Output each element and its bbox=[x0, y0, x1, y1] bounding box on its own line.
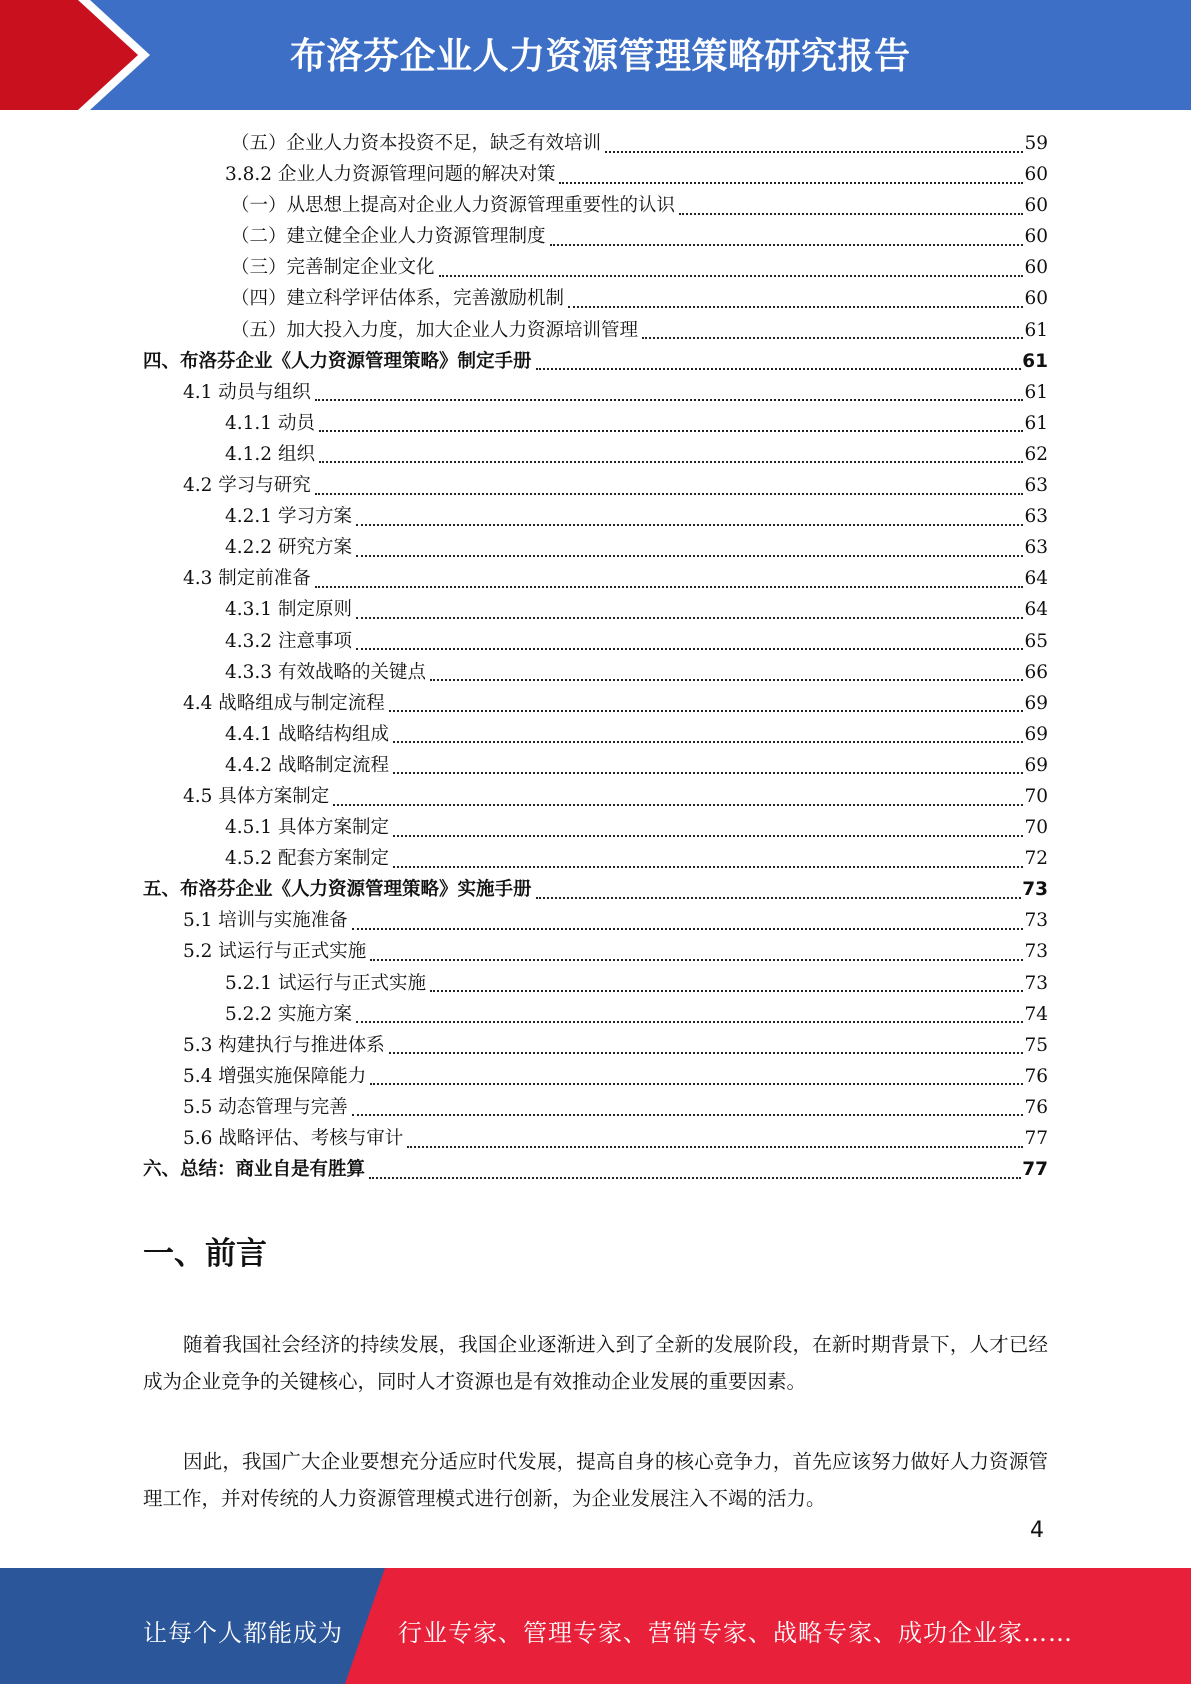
toc-entry-page: 77 bbox=[1024, 1128, 1048, 1149]
toc-entry-title: （二）建立健全企业人力资源管理制度 bbox=[231, 226, 546, 248]
toc-entry-title: 4.4 战略组成与制定流程 bbox=[183, 692, 385, 714]
toc-entry[interactable] bbox=[143, 408, 1048, 439]
toc-entry-page: 76 bbox=[1024, 1065, 1048, 1087]
toc-entry[interactable] bbox=[143, 626, 1048, 657]
toc-entry[interactable] bbox=[143, 688, 1048, 719]
toc-entry-title: 5.2.1 试运行与正式实施 bbox=[225, 972, 426, 994]
toc-entry-title: 4.3.3 有效战略的关键点 bbox=[225, 661, 426, 683]
toc-entry[interactable] bbox=[143, 128, 1048, 159]
toc-dot-leader bbox=[393, 866, 1023, 868]
toc-entry-page: 59 bbox=[1024, 133, 1048, 154]
toc-dot-leader bbox=[568, 306, 1023, 308]
toc-entry-page: 61 bbox=[1022, 350, 1048, 372]
toc-entry[interactable] bbox=[143, 159, 1048, 190]
toc-entry[interactable] bbox=[143, 1154, 1048, 1185]
toc-entry-page: 69 bbox=[1024, 754, 1048, 776]
toc-entry-page: 60 bbox=[1024, 257, 1048, 279]
toc-dot-leader bbox=[536, 368, 1022, 370]
toc-dot-leader bbox=[679, 213, 1023, 215]
page-header bbox=[0, 0, 1191, 110]
toc-entry-title: 六、总结：商业自是有胜算 bbox=[143, 1159, 366, 1181]
toc-entry-title: 5.1 培训与实施准备 bbox=[183, 910, 348, 932]
toc-dot-leader bbox=[393, 772, 1023, 774]
toc-entry-title: 4.2.1 学习方案 bbox=[225, 506, 352, 528]
toc-dot-leader bbox=[315, 399, 1024, 401]
page-footer bbox=[0, 1568, 1191, 1684]
toc-dot-leader bbox=[315, 586, 1024, 588]
toc-entry-title: 5.6 战略评估、考核与审计 bbox=[183, 1128, 404, 1149]
toc-entry-page: 69 bbox=[1024, 723, 1048, 745]
toc-dot-leader bbox=[605, 151, 1023, 153]
toc-dot-leader bbox=[333, 804, 1023, 806]
toc-entry-page: 60 bbox=[1024, 195, 1048, 217]
toc-entry[interactable] bbox=[143, 781, 1048, 812]
toc-entry[interactable] bbox=[143, 283, 1048, 314]
toc-entry-page: 73 bbox=[1024, 941, 1048, 963]
toc-entry-page: 60 bbox=[1024, 164, 1048, 186]
toc-entry[interactable] bbox=[143, 190, 1048, 221]
toc-entry-title: 4.3.2 注意事项 bbox=[225, 630, 352, 652]
toc-entry-title: 4.1.1 动员 bbox=[225, 412, 315, 434]
toc-entry-title: 4.1 动员与组织 bbox=[183, 381, 311, 403]
toc-entry-title: 4.2.2 研究方案 bbox=[225, 537, 352, 559]
paragraph: 随着我国社会经济的持续发展，我国企业逐渐进入到了全新的发展阶段，在新时期背景下，人才已经成为企业竞争的关键核心，同时人才资源也是有效推动企业发展的重要因素。 bbox=[143, 1333, 1048, 1393]
toc-entry-title: 4.1.2 组织 bbox=[225, 443, 315, 465]
toc-dot-leader bbox=[389, 1052, 1024, 1054]
toc-dot-leader bbox=[559, 182, 1023, 184]
toc-entry-title: （五）企业人力资本投资不足，缺乏有效培训 bbox=[231, 133, 602, 154]
toc-entry-page: 60 bbox=[1024, 226, 1048, 248]
toc-entry-page: 70 bbox=[1024, 785, 1048, 807]
toc-entry-page: 77 bbox=[1022, 1159, 1048, 1181]
toc-entry-title: 3.8.2 企业人力资源管理问题的解决对策 bbox=[225, 164, 556, 186]
toc-entry[interactable] bbox=[143, 968, 1048, 999]
toc-entry-page: 60 bbox=[1024, 288, 1048, 310]
toc-entry-page: 64 bbox=[1024, 568, 1048, 590]
toc-entry-title: 5.2.2 实施方案 bbox=[225, 1003, 352, 1025]
toc-dot-leader bbox=[389, 710, 1024, 712]
toc-entry-title: （五）加大投入力度，加大企业人力资源培训管理 bbox=[231, 319, 639, 341]
toc-entry[interactable] bbox=[143, 221, 1048, 252]
toc-dot-leader bbox=[356, 555, 1024, 557]
toc-entry[interactable] bbox=[143, 346, 1048, 377]
toc-entry-page: 63 bbox=[1024, 475, 1048, 497]
paragraph: 因此，我国广大企业要想充分适应时代发展，提高自身的核心竞争力，首先应该努力做好人力资源管理工作，并对传统的人力资源管理模式进行创新，为企业发展注入不竭的活力。 bbox=[143, 1450, 1048, 1510]
toc-entry-page: 66 bbox=[1024, 661, 1048, 683]
toc-dot-leader bbox=[356, 524, 1024, 526]
toc-dot-leader bbox=[393, 835, 1023, 837]
toc-entry-page: 64 bbox=[1024, 599, 1048, 621]
toc-entry-title: （三）完善制定企业文化 bbox=[231, 257, 435, 279]
toc-entry-title: 4.5.2 配套方案制定 bbox=[225, 848, 389, 870]
toc-dot-leader bbox=[319, 461, 1024, 463]
toc-entry[interactable] bbox=[143, 750, 1048, 781]
toc-dot-leader bbox=[642, 337, 1023, 339]
toc-entry-page: 74 bbox=[1024, 1003, 1048, 1025]
toc-dot-leader bbox=[315, 493, 1024, 495]
toc-entry[interactable] bbox=[143, 439, 1048, 470]
toc-entry-title: 4.4.2 战略制定流程 bbox=[225, 754, 389, 776]
toc-entry[interactable] bbox=[143, 657, 1048, 688]
toc-entry[interactable] bbox=[143, 719, 1048, 750]
toc-entry[interactable] bbox=[143, 936, 1048, 967]
toc-entry-page: 73 bbox=[1024, 972, 1048, 994]
toc-entry-page: 75 bbox=[1024, 1034, 1048, 1056]
page-number: 4 bbox=[1030, 1518, 1044, 1543]
toc-dot-leader bbox=[319, 430, 1024, 432]
toc-entry-title: （一）从思想上提高对企业人力资源管理重要性的认识 bbox=[231, 195, 676, 217]
toc-dot-leader bbox=[407, 1146, 1023, 1148]
toc-dot-leader bbox=[356, 1021, 1024, 1023]
report-title: 布洛芬企业人力资源管理策略研究报告 bbox=[290, 36, 911, 77]
toc-entry-title: 5.3 构建执行与推进体系 bbox=[183, 1034, 385, 1056]
toc-dot-leader bbox=[370, 959, 1023, 961]
toc-entry-title: （四）建立科学评估体系，完善激励机制 bbox=[231, 288, 565, 310]
toc-dot-leader bbox=[352, 928, 1024, 930]
toc-dot-leader bbox=[430, 990, 1023, 992]
table-of-contents bbox=[143, 128, 1048, 1185]
toc-dot-leader bbox=[370, 1083, 1023, 1085]
toc-entry-title: 5.2 试运行与正式实施 bbox=[183, 941, 367, 963]
toc-entry-page: 70 bbox=[1024, 817, 1048, 839]
toc-entry-title: 五、布洛芬企业《人力资源管理策略》实施手册 bbox=[143, 879, 532, 901]
toc-entry[interactable] bbox=[143, 905, 1048, 936]
footer-slogan-left: 让每个人都能成为 bbox=[143, 1619, 343, 1647]
toc-entry[interactable] bbox=[143, 1092, 1048, 1123]
toc-entry-title: 4.3 制定前准备 bbox=[183, 568, 311, 590]
toc-entry-page: 73 bbox=[1024, 910, 1048, 932]
footer-slogan-right: 行业专家、管理专家、营销专家、战略专家、成功企业家…… bbox=[398, 1619, 1073, 1647]
section-heading: 一、前言 bbox=[143, 1236, 267, 1272]
toc-entry[interactable] bbox=[143, 812, 1048, 843]
toc-entry-title: 4.2 学习与研究 bbox=[183, 475, 311, 497]
toc-entry[interactable] bbox=[143, 377, 1048, 408]
toc-dot-leader bbox=[536, 897, 1022, 899]
toc-entry-page: 69 bbox=[1024, 692, 1048, 714]
toc-entry[interactable] bbox=[143, 999, 1048, 1030]
toc-entry-title: 4.4.1 战略结构组成 bbox=[225, 723, 389, 745]
toc-dot-leader bbox=[550, 244, 1024, 246]
toc-entry-page: 62 bbox=[1024, 443, 1048, 465]
toc-entry[interactable] bbox=[143, 315, 1048, 346]
toc-dot-leader bbox=[430, 679, 1023, 681]
toc-entry-page: 65 bbox=[1024, 630, 1048, 652]
toc-dot-leader bbox=[356, 648, 1024, 650]
toc-entry-title: 4.5.1 具体方案制定 bbox=[225, 817, 389, 839]
toc-entry[interactable] bbox=[143, 1061, 1048, 1092]
toc-entry-page: 76 bbox=[1024, 1096, 1048, 1118]
toc-entry-page: 63 bbox=[1024, 537, 1048, 559]
toc-entry[interactable] bbox=[143, 532, 1048, 563]
toc-dot-leader bbox=[369, 1177, 1021, 1179]
toc-entry-title: 4.3.1 制定原则 bbox=[225, 599, 352, 621]
header-chevron-decoration bbox=[0, 0, 160, 110]
toc-entry[interactable] bbox=[143, 1123, 1048, 1154]
toc-entry-title: 5.5 动态管理与完善 bbox=[183, 1096, 348, 1118]
toc-entry[interactable] bbox=[143, 843, 1048, 874]
toc-entry-page: 61 bbox=[1024, 412, 1048, 434]
toc-entry-page: 73 bbox=[1022, 879, 1048, 901]
toc-dot-leader bbox=[352, 1114, 1024, 1116]
toc-entry-title: 4.5 具体方案制定 bbox=[183, 785, 330, 807]
toc-entry[interactable] bbox=[143, 563, 1048, 594]
toc-dot-leader bbox=[356, 617, 1024, 619]
toc-entry-page: 61 bbox=[1024, 319, 1048, 341]
toc-dot-leader bbox=[393, 741, 1023, 743]
toc-entry[interactable] bbox=[143, 874, 1048, 905]
toc-entry-page: 61 bbox=[1024, 381, 1048, 403]
toc-entry-page: 63 bbox=[1024, 506, 1048, 528]
toc-entry-title: 5.4 增强实施保障能力 bbox=[183, 1065, 367, 1087]
toc-entry[interactable] bbox=[143, 470, 1048, 501]
toc-entry-title: 四、布洛芬企业《人力资源管理策略》制定手册 bbox=[143, 350, 532, 372]
toc-dot-leader bbox=[439, 275, 1024, 277]
toc-entry[interactable] bbox=[143, 252, 1048, 283]
toc-entry-page: 72 bbox=[1024, 848, 1048, 870]
toc-entry[interactable] bbox=[143, 501, 1048, 532]
toc-entry[interactable] bbox=[143, 1030, 1048, 1061]
toc-entry[interactable] bbox=[143, 594, 1048, 625]
